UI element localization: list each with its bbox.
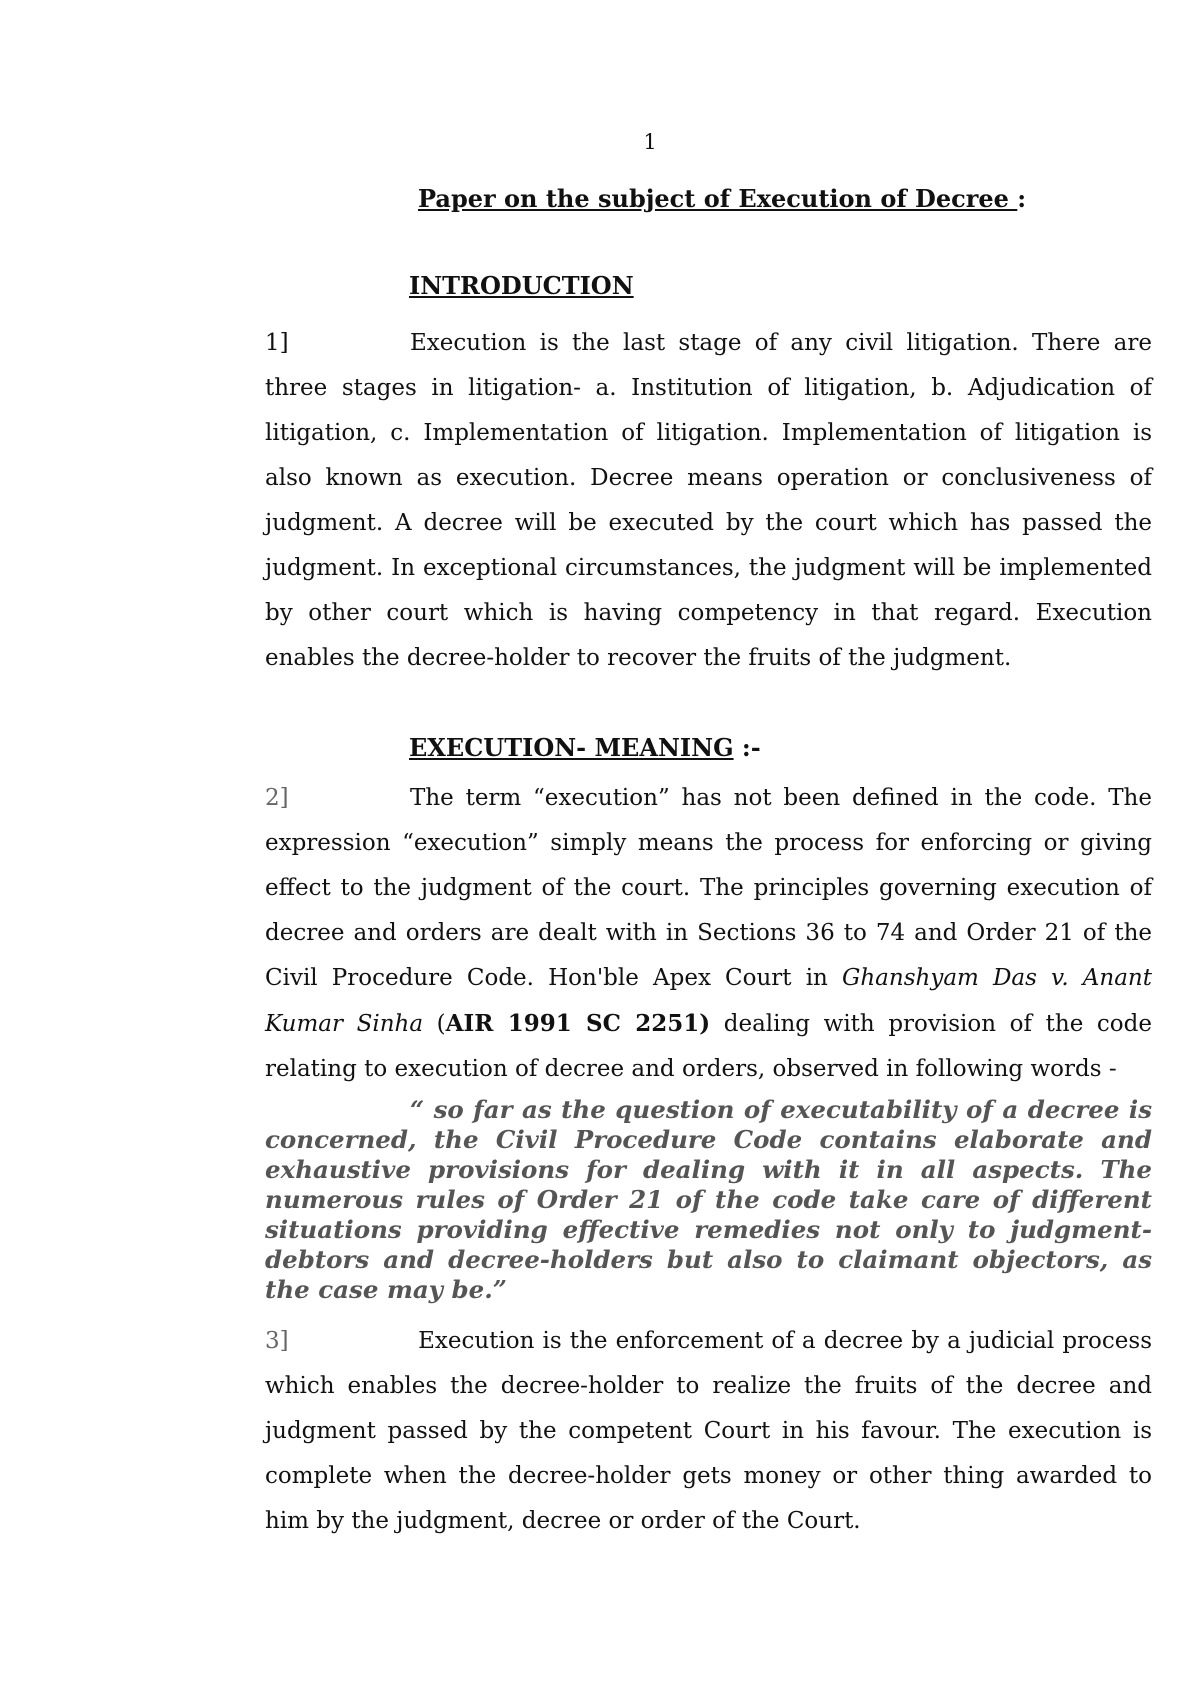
case-citation: AIR 1991 SC 2251) [445,1010,711,1037]
page-number: 1 [643,130,657,154]
paragraph-3-text: Execution is the enforcement of a decree by a judicial process which enables the decree-holder to realize the fruits of the decree and judgment passed by the competent Court in his favour. The execution is complete when the decree-holder gets money or other thing awarded to him by the judgment, decree or order of the Court. [265,1328,1152,1534]
paragraph-1-text: Execution is the last stage of any civil litigation. There are three stages in litigation- a. Institution of litigation, b. Adjudication of litigation, c. Implementation of litigation. Implementation of litigation is also known as execution. Decree means operation or conclusiveness of judgment. A decree will be executed by the court which has passed the judgment. In exceptional circumstances, the judgment will be implemented by other court which is having competency in that regard. Execution enables the decree-holder to recover the fruits of the judgment. [265,330,1152,671]
paragraph-2-text-a: The term “execution” has not been defined in the code. The expression “execution” simply means the process for enforcing or giving effect to the judgment of the court. The principles governing execution of decree and orders are dealt with in Sections 36 to 74 and Order 21 of the Civil Procedure Code. Hon'ble Apex Court in [265,785,1152,991]
execution-meaning-heading [409,733,761,762]
execution-meaning-heading-suffix: :- [741,733,761,762]
paragraph-3-number: 3] [265,1328,289,1354]
document-title-suffix: : [1017,184,1027,213]
paragraph-1 [265,321,1152,681]
block-quote [265,1095,1152,1305]
paragraph-2 [265,776,1152,1092]
paragraph-1-number: 1] [265,330,289,356]
case-name: Ghanshyam Das v. Anant Kumar Sinha [265,965,1152,1037]
paragraph-3 [265,1319,1152,1544]
paragraph-2-number: 2] [265,785,289,811]
document-title-text: Paper on the subject of Execution of Decree [418,184,1018,213]
paragraph-2-text-c: dealing with provision of the code relating to execution of decree and orders, observed in following words - [265,1011,1152,1082]
block-quote-text: “ so far as the question of executability of a decree is concerned, the Civil Procedure Code contains elaborate and exhaustive provisions for dealing with it in all aspects. The numerous rules of Order 21 of the code take care of different situations providing effective remedies not only to judgment-debtors and decree-holders but also to claimant objectors, as the case may be.” [265,1095,1152,1304]
introduction-heading-text: INTRODUCTION [409,271,634,300]
execution-meaning-heading-text: EXECUTION- MEANING [409,733,734,762]
introduction-heading [409,271,634,300]
document-title [418,184,1026,213]
paragraph-2-text-b: ( [423,1011,446,1037]
